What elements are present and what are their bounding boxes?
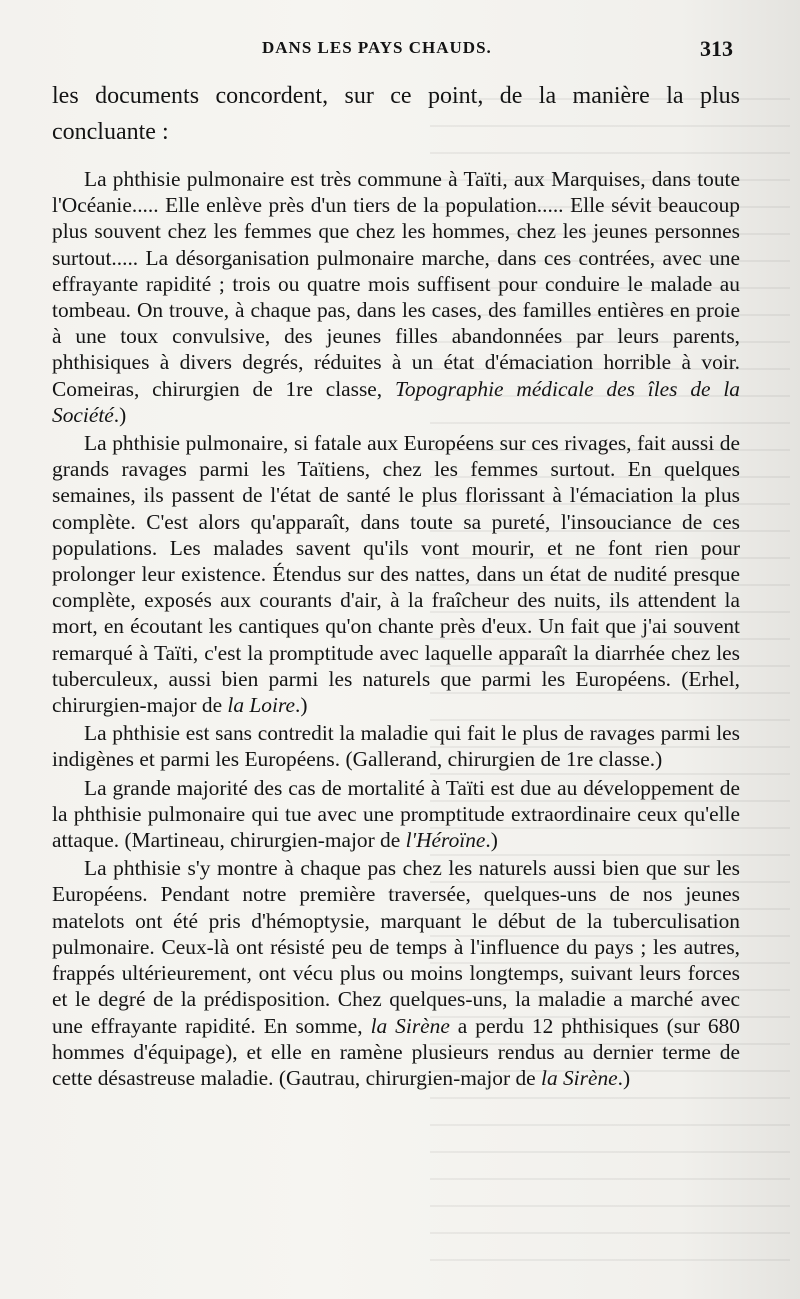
ship-name: la Loire [227, 693, 295, 718]
paragraph-text-continued: a perdu 12 phthisiques (sur 680 hommes d'équipage), et elle en ramène plusieurs rendus au dernier terme de cette désastreuse maladie. (Gautrau, chirurgien-major de [52, 1013, 740, 1090]
paragraph-gautrau [52, 855, 740, 1091]
ship-name: la Sirène [370, 1013, 450, 1038]
paragraph-text: La phthisie est sans contredit la maladie qui fait le plus de ravages parmi les indigènes et parmi les Européens. (Gallerand, chirurgien de 1re classe.) [52, 721, 740, 772]
paragraph-text: La phthisie pulmonaire est très commune à Taïti, aux Marquises, dans toute l'Océanie..... Elle enlève près d'un tiers de la population..... Elle sévit beaucoup plus souvent chez les femmes que chez les hommes, chez les jeunes personnes surtout..... La désorganisation pulmonaire marche, dans ces contrées, avec une effrayante rapidité ; trois ou quatre mois suffisent pour conduire le malade au tombeau. On trouve, à chaque pas, dans les cases, des familles entières en proie à une toux convulsive, des jeunes filles abandonnées par leurs parents, phthisiques à divers degrés, réduites à un état d'émaciation horrible à voir. Comeiras, chirurgien de 1re classe, [52, 167, 740, 401]
lead-sentence: les documents concordent, sur ce point, de la manière la plus concluante : [52, 83, 740, 145]
paragraph-text: La phthisie pulmonaire, si fatale aux Européens sur ces rivages, fait aussi de grands ravages parmi les Taïtiens, chez les femmes surtout. En quelques semaines, ils passent de l'état de santé le plus florissant à l'émaciation la plus complète. C'est alors qu'apparaît, dans toute sa pureté, l'insouciance de ces populations. Les malades savent qu'ils vont mourir, et ne font rien pour prolonger leur existence. Étendus sur des nattes, dans un état de nudité presque complète, exposés aux courants d'air, à la fraîcheur des nuits, ils attendent la mort, en écoutant les cantiques qu'on chante près d'eux. Un fait que j'ai souvent remarqué à Taïti, c'est la promptitude avec laquelle apparaît la diarrhée chez les tuberculeux, aussi bien parmi les naturels que parmi les Européens. (Erhel, chirurgien-major de [52, 431, 740, 718]
running-head: DANS LES PAYS CHAUDS. [262, 38, 492, 57]
page-header [52, 36, 737, 68]
paragraph-tail: .) [617, 1065, 631, 1090]
paragraph-tail: .) [485, 828, 498, 853]
paragraph-text: La phthisie s'y montre à chaque pas chez les naturels aussi bien que sur les Européens. Pendant notre première traversée, quelques-uns de nos jeunes matelots ont été pris d'hémoptysie, marquant le début de la tuberculisation pulmonaire. Ceux-là ont résisté peu de temps à l'influence du pays ; les autres, frappés ultérieurement, ont vécu plus ou moins longtemps, suivant leurs forces et le degré de la prédisposition. Chez quelques-uns, la maladie a marché avec une effrayante rapidité. En somme, [52, 856, 740, 1038]
page-body [52, 78, 740, 1091]
cited-title: Topographie médicale des îles de la Société [52, 376, 740, 427]
page-number: 313 [700, 36, 733, 61]
paragraph-tail: .) [113, 402, 127, 427]
ship-name: la Sirène [541, 1065, 618, 1090]
paragraph-tail: .) [294, 693, 308, 718]
paragraph-gallerand [52, 720, 740, 772]
paragraph-comeiras [52, 166, 740, 428]
paragraph-erhel [52, 430, 740, 718]
ship-name: l'Héroïne [405, 828, 486, 853]
paragraph-martineau [52, 775, 740, 854]
paragraph-text: La grande majorité des cas de mortalité à Taïti est due au développement de la phthisie pulmonaire qui tue avec une promptitude extraordinaire ceux qu'elle attaque. (Martineau, chirurgien-major de [52, 775, 740, 853]
